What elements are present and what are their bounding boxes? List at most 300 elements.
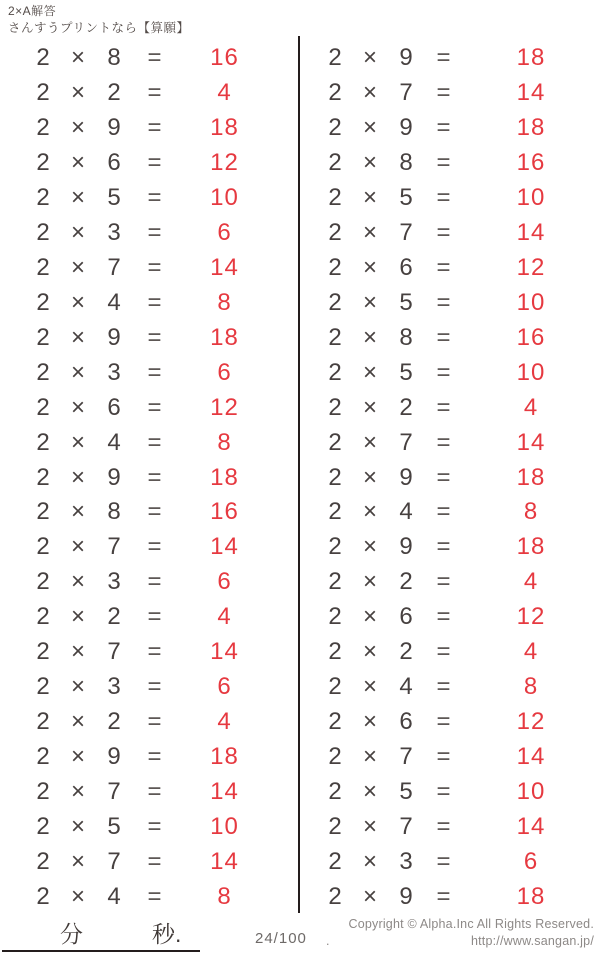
times-icon: × (70, 812, 85, 840)
multiplicand-text: 2 (328, 498, 342, 526)
multiplicand-text: 2 (36, 882, 50, 910)
multiplier-text: 7 (399, 219, 413, 247)
answer-text: 14 (516, 79, 546, 107)
times-icon: × (362, 253, 377, 281)
problem-row (0, 111, 298, 146)
equals-sign: = (147, 114, 161, 142)
problem-row (302, 844, 600, 879)
multiplier-text: 5 (399, 184, 413, 212)
answer-text: 10 (516, 184, 546, 212)
problem-row (0, 565, 298, 600)
multiplier-text: 7 (399, 742, 413, 770)
answer-text: 8 (523, 498, 539, 526)
multiplier-text: 2 (399, 568, 413, 596)
answer-text: 18 (210, 463, 239, 491)
problem-row (0, 320, 298, 355)
answer-text: 14 (516, 742, 546, 770)
equals-sign: = (147, 79, 161, 107)
problem-row (0, 390, 298, 425)
multiplier-text: 4 (107, 428, 121, 456)
multiplicand-text: 2 (36, 288, 50, 316)
answer-text: 4 (523, 638, 539, 666)
equals-sign: = (436, 777, 450, 805)
times-icon: × (362, 428, 377, 456)
answer-text: 10 (210, 184, 239, 212)
problem-row (0, 216, 298, 251)
multiplicand-text: 2 (36, 707, 50, 735)
equals-sign: = (436, 707, 450, 735)
times-icon: × (70, 184, 85, 212)
equals-sign: = (436, 463, 450, 491)
equals-sign: = (436, 149, 450, 177)
equals-sign: = (436, 568, 450, 596)
answer-text: 14 (210, 638, 239, 666)
multiplicand-text: 2 (328, 114, 342, 142)
problem-row (0, 844, 298, 879)
times-icon: × (70, 673, 85, 701)
times-icon: × (362, 288, 377, 316)
multiplier-text: 7 (107, 533, 121, 561)
problem-row (302, 565, 600, 600)
multiplicand-text: 2 (328, 184, 342, 212)
problem-row (0, 181, 298, 216)
equals-sign: = (436, 393, 450, 421)
answer-text: 10 (516, 777, 546, 805)
problem-row (302, 425, 600, 460)
answer-text: 4 (217, 79, 232, 107)
multiplicand-text: 2 (328, 428, 342, 456)
equals-sign: = (436, 288, 450, 316)
multiplier-text: 2 (107, 79, 121, 107)
problems-column-right (302, 41, 600, 914)
problem-row (302, 41, 600, 76)
equals-sign: = (147, 673, 161, 701)
times-icon: × (362, 393, 377, 421)
times-icon: × (362, 847, 377, 875)
page-header (8, 3, 190, 37)
answer-text: 14 (210, 777, 239, 805)
multiplier-text: 8 (107, 498, 121, 526)
multiplier-text: 8 (399, 323, 413, 351)
multiplier-text: 4 (107, 288, 121, 316)
problem-row (302, 76, 600, 111)
multiplier-text: 2 (107, 603, 121, 631)
multiplier-text: 9 (399, 533, 413, 561)
times-icon: × (362, 323, 377, 351)
times-icon: × (70, 219, 85, 247)
multiplicand-text: 2 (36, 742, 50, 770)
times-icon: × (362, 533, 377, 561)
equals-sign: = (147, 603, 161, 631)
multiplier-text: 9 (399, 463, 413, 491)
answer-text: 12 (516, 603, 546, 631)
answer-text: 10 (210, 812, 239, 840)
multiplier-text: 9 (399, 114, 413, 142)
equals-sign: = (147, 288, 161, 316)
multiplier-text: 5 (107, 184, 121, 212)
problem-row (0, 460, 298, 495)
equals-sign: = (147, 777, 161, 805)
problem-row (302, 879, 600, 914)
problem-row (0, 600, 298, 635)
answer-text: 18 (516, 463, 546, 491)
multiplier-text: 9 (107, 114, 121, 142)
equals-sign: = (436, 498, 450, 526)
times-icon: × (362, 603, 377, 631)
multiplicand-text: 2 (36, 219, 50, 247)
problem-row (0, 809, 298, 844)
multiplier-text: 3 (107, 568, 121, 596)
times-icon: × (70, 568, 85, 596)
times-icon: × (362, 673, 377, 701)
multiplicand-text: 2 (328, 44, 342, 72)
site-url: http://www.sangan.jp/ (470, 934, 594, 948)
problem-row (0, 670, 298, 705)
problem-row (0, 495, 298, 530)
times-icon: × (70, 707, 85, 735)
multiplier-text: 4 (107, 882, 121, 910)
multiplier-text: 9 (107, 742, 121, 770)
answer-text: 16 (516, 149, 546, 177)
multiplicand-text: 2 (36, 393, 50, 421)
times-icon: × (362, 219, 377, 247)
seconds-label: 秒. (152, 921, 182, 947)
page-number: 24/100 (255, 930, 307, 947)
answer-text: 4 (523, 393, 539, 421)
times-icon: × (70, 323, 85, 351)
answer-text: 4 (217, 603, 232, 631)
multiplicand-text: 2 (328, 777, 342, 805)
equals-sign: = (436, 428, 450, 456)
times-icon: × (362, 114, 377, 142)
answer-text: 10 (516, 358, 546, 386)
equals-sign: = (436, 253, 450, 281)
problem-row (302, 635, 600, 670)
multiplier-text: 9 (107, 323, 121, 351)
multiplicand-text: 2 (328, 219, 342, 247)
multiplier-text: 6 (399, 707, 413, 735)
times-icon: × (70, 777, 85, 805)
answer-text: 8 (217, 428, 232, 456)
multiplier-text: 2 (399, 638, 413, 666)
equals-sign: = (147, 323, 161, 351)
multiplicand-text: 2 (328, 323, 342, 351)
problem-row (0, 635, 298, 670)
multiplier-text: 9 (107, 463, 121, 491)
answer-text: 18 (516, 882, 546, 910)
multiplier-text: 7 (107, 253, 121, 281)
multiplicand-text: 2 (36, 673, 50, 701)
multiplier-text: 7 (399, 428, 413, 456)
answer-text: 12 (516, 253, 546, 281)
multiplicand-text: 2 (328, 707, 342, 735)
times-icon: × (362, 882, 377, 910)
problem-row (302, 739, 600, 774)
times-icon: × (70, 393, 85, 421)
answer-text: 6 (217, 673, 232, 701)
times-icon: × (70, 603, 85, 631)
equals-sign: = (147, 463, 161, 491)
answer-text: 16 (210, 498, 239, 526)
equals-sign: = (436, 44, 450, 72)
times-icon: × (70, 288, 85, 316)
equals-sign: = (147, 498, 161, 526)
equals-sign: = (147, 184, 161, 212)
equals-sign: = (147, 742, 161, 770)
equals-sign: = (147, 638, 161, 666)
answer-text: 18 (210, 323, 239, 351)
problem-row (302, 216, 600, 251)
multiplicand-text: 2 (36, 358, 50, 386)
multiplicand-text: 2 (328, 847, 342, 875)
times-icon: × (70, 463, 85, 491)
column-divider (298, 36, 300, 913)
times-icon: × (70, 742, 85, 770)
equals-sign: = (147, 812, 161, 840)
answer-text: 12 (210, 149, 239, 177)
answer-text: 18 (210, 742, 239, 770)
problem-row (302, 146, 600, 181)
answer-text: 14 (210, 533, 239, 561)
problem-row (0, 739, 298, 774)
answer-text: 16 (210, 44, 239, 72)
times-icon: × (70, 498, 85, 526)
equals-sign: = (436, 219, 450, 247)
times-icon: × (362, 812, 377, 840)
multiplier-text: 5 (107, 812, 121, 840)
multiplicand-text: 2 (328, 288, 342, 316)
multiplier-text: 5 (399, 358, 413, 386)
times-icon: × (362, 777, 377, 805)
equals-sign: = (436, 79, 450, 107)
multiplicand-text: 2 (328, 149, 342, 177)
multiplicand-text: 2 (36, 428, 50, 456)
answer-text: 8 (217, 882, 232, 910)
multiplicand-text: 2 (328, 79, 342, 107)
answer-text: 18 (516, 114, 546, 142)
answer-text: 18 (516, 44, 546, 72)
problem-row (302, 705, 600, 740)
answer-text: 6 (523, 847, 539, 875)
times-icon: × (362, 149, 377, 177)
times-icon: × (70, 358, 85, 386)
answer-text: 4 (523, 568, 539, 596)
equals-sign: = (436, 323, 450, 351)
copyright-block (322, 916, 594, 950)
problem-row (0, 146, 298, 181)
answer-text: 8 (217, 288, 232, 316)
multiplier-text: 6 (107, 393, 121, 421)
times-icon: × (70, 79, 85, 107)
times-icon: × (70, 638, 85, 666)
equals-sign: = (147, 393, 161, 421)
multiplier-text: 7 (107, 777, 121, 805)
multiplicand-text: 2 (328, 742, 342, 770)
multiplier-text: 2 (107, 707, 121, 735)
multiplicand-text: 2 (36, 533, 50, 561)
times-icon: × (362, 44, 377, 72)
multiplicand-text: 2 (328, 253, 342, 281)
times-icon: × (362, 638, 377, 666)
times-icon: × (362, 742, 377, 770)
equals-sign: = (147, 219, 161, 247)
multiplier-text: 6 (399, 253, 413, 281)
multiplicand-text: 2 (36, 253, 50, 281)
equals-sign: = (147, 428, 161, 456)
times-icon: × (362, 79, 377, 107)
equals-sign: = (436, 184, 450, 212)
multiplicand-text: 2 (36, 777, 50, 805)
times-icon: × (70, 882, 85, 910)
multiplicand-text: 2 (36, 568, 50, 596)
problem-row (302, 355, 600, 390)
problem-row (0, 285, 298, 320)
page-subtitle: さんすうプリントなら【算願】 (8, 21, 190, 35)
problem-row (0, 530, 298, 565)
multiplicand-text: 2 (36, 498, 50, 526)
problem-row (302, 320, 600, 355)
multiplicand-text: 2 (36, 44, 50, 72)
times-icon: × (362, 358, 377, 386)
multiplicand-text: 2 (36, 812, 50, 840)
equals-sign: = (436, 847, 450, 875)
equals-sign: = (436, 742, 450, 770)
times-icon: × (362, 498, 377, 526)
multiplier-text: 3 (107, 219, 121, 247)
problem-row (0, 76, 298, 111)
answer-text: 6 (217, 219, 232, 247)
equals-sign: = (436, 603, 450, 631)
times-icon: × (70, 533, 85, 561)
problem-row (302, 600, 600, 635)
multiplicand-text: 2 (36, 114, 50, 142)
multiplier-text: 3 (107, 673, 121, 701)
answer-text: 4 (217, 707, 232, 735)
answer-text: 18 (210, 114, 239, 142)
times-icon: × (70, 114, 85, 142)
times-icon: × (362, 184, 377, 212)
multiplier-text: 9 (399, 44, 413, 72)
problem-row (302, 285, 600, 320)
problem-row (302, 670, 600, 705)
multiplicand-text: 2 (328, 358, 342, 386)
equals-sign: = (147, 847, 161, 875)
multiplicand-text: 2 (36, 603, 50, 631)
problem-row (302, 530, 600, 565)
problem-row (302, 111, 600, 146)
problem-row (0, 355, 298, 390)
multiplicand-text: 2 (36, 323, 50, 351)
page-title: 2×A解答 (8, 4, 57, 18)
times-icon: × (70, 149, 85, 177)
answer-text: 14 (516, 428, 546, 456)
equals-sign: = (147, 533, 161, 561)
multiplicand-text: 2 (328, 393, 342, 421)
multiplicand-text: 2 (36, 847, 50, 875)
multiplicand-text: 2 (328, 882, 342, 910)
multiplier-text: 8 (399, 149, 413, 177)
multiplier-text: 7 (107, 638, 121, 666)
problem-row (0, 774, 298, 809)
equals-sign: = (436, 673, 450, 701)
multiplicand-text: 2 (328, 638, 342, 666)
problem-row (0, 879, 298, 914)
equals-sign: = (147, 253, 161, 281)
times-icon: × (362, 707, 377, 735)
multiplicand-text: 2 (36, 149, 50, 177)
answer-text: 16 (516, 323, 546, 351)
multiplicand-text: 2 (328, 812, 342, 840)
problem-row (0, 251, 298, 286)
equals-sign: = (436, 533, 450, 561)
answer-text: 18 (516, 533, 546, 561)
multiplier-text: 5 (399, 288, 413, 316)
problem-row (0, 425, 298, 460)
url-line (322, 933, 594, 950)
time-entry-line (2, 922, 200, 952)
equals-sign: = (147, 44, 161, 72)
times-icon: × (70, 847, 85, 875)
equals-sign: = (147, 358, 161, 386)
answer-text: 6 (217, 568, 232, 596)
multiplicand-text: 2 (328, 673, 342, 701)
times-icon: × (362, 568, 377, 596)
equals-sign: = (147, 707, 161, 735)
multiplier-text: 6 (399, 603, 413, 631)
multiplicand-text: 2 (36, 79, 50, 107)
multiplier-text: 3 (399, 847, 413, 875)
multiplier-text: 7 (399, 812, 413, 840)
equals-sign: = (436, 114, 450, 142)
problem-row (0, 705, 298, 740)
problem-row (302, 390, 600, 425)
answer-text: 8 (523, 673, 539, 701)
equals-sign: = (147, 882, 161, 910)
multiplicand-text: 2 (328, 463, 342, 491)
multiplier-text: 7 (107, 847, 121, 875)
equals-sign: = (436, 882, 450, 910)
multiplicand-text: 2 (36, 638, 50, 666)
answer-text: 12 (516, 707, 546, 735)
multiplicand-text: 2 (36, 463, 50, 491)
times-icon: × (70, 428, 85, 456)
equals-sign: = (147, 149, 161, 177)
multiplicand-text: 2 (328, 603, 342, 631)
times-icon: × (70, 44, 85, 72)
problems-column-left (0, 41, 298, 914)
problem-row (302, 809, 600, 844)
multiplicand-text: 2 (36, 184, 50, 212)
answer-text: 14 (210, 253, 239, 281)
times-icon: × (70, 253, 85, 281)
multiplier-text: 4 (399, 673, 413, 701)
answer-text: 10 (516, 288, 546, 316)
problem-row (302, 181, 600, 216)
problem-row (302, 460, 600, 495)
footer-dot: . (326, 934, 330, 948)
multiplier-text: 7 (399, 79, 413, 107)
times-icon: × (362, 463, 377, 491)
equals-sign: = (147, 568, 161, 596)
answer-text: 14 (210, 847, 239, 875)
multiplier-text: 8 (107, 44, 121, 72)
problem-row (0, 41, 298, 76)
equals-sign: = (436, 358, 450, 386)
equals-sign: = (436, 812, 450, 840)
problem-row (302, 495, 600, 530)
answer-text: 14 (516, 812, 546, 840)
multiplier-text: 4 (399, 498, 413, 526)
